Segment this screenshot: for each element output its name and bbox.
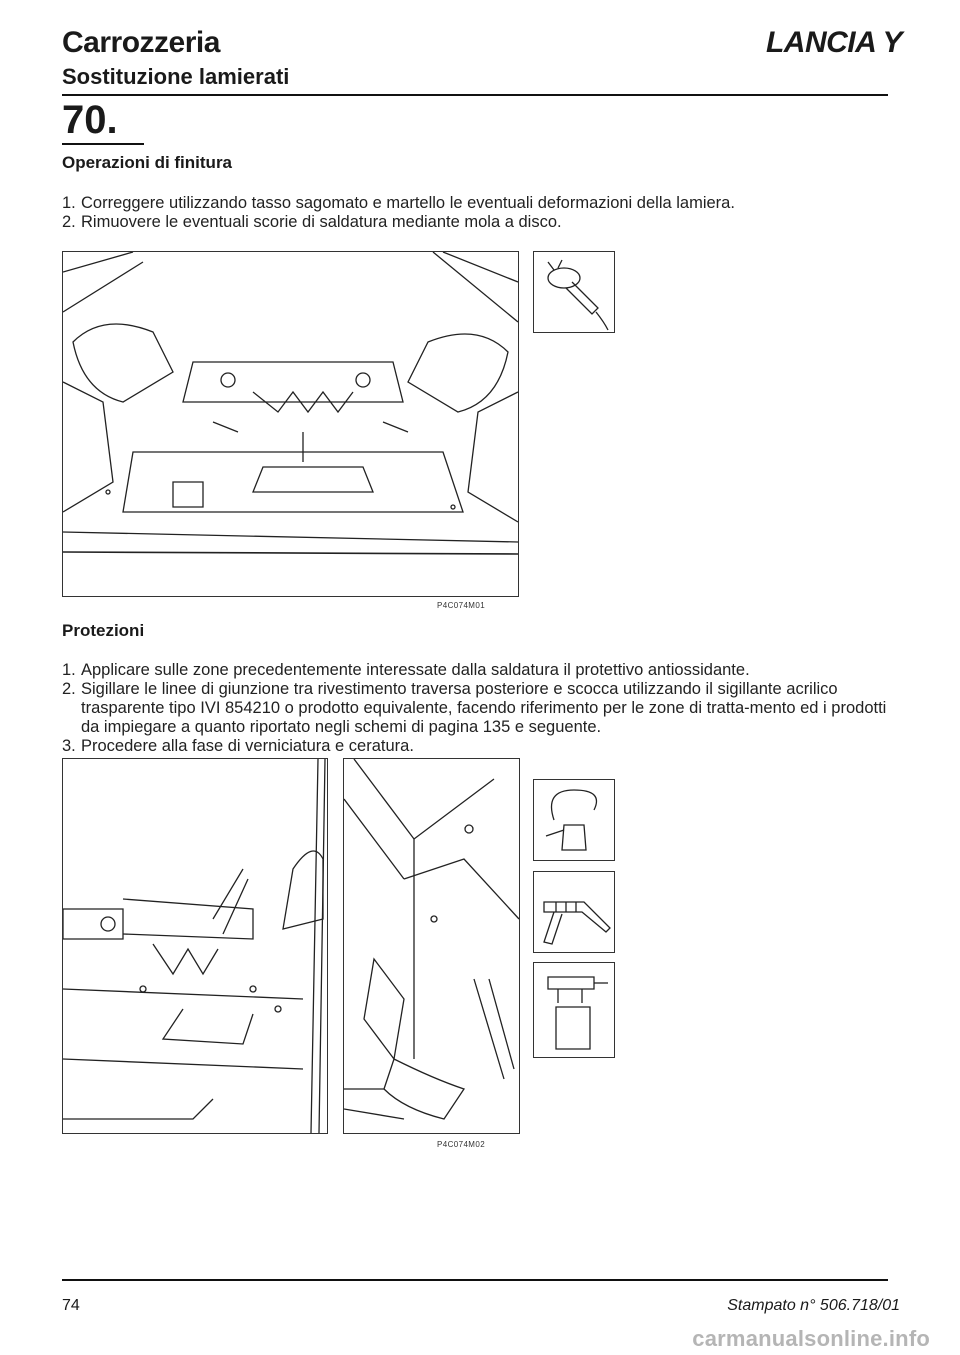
finishing-heading: Operazioni di finitura — [62, 153, 233, 172]
spray-gun-hose-icon — [533, 779, 615, 861]
rear-floor-illustration — [62, 251, 519, 597]
sealant-gun-icon — [533, 871, 615, 953]
sealing-pillar-illustration — [343, 758, 520, 1134]
figure-code-2: P4C074M02 — [437, 1140, 486, 1149]
protection-steps — [62, 661, 892, 756]
protection-step: 1. Applicare sulle zone precedentemente interessate dalla saldatura il protettivo antiossidante. — [62, 661, 750, 679]
sealing-crossmember-illustration — [62, 758, 328, 1134]
procedure-number: 70. — [62, 98, 118, 142]
section-title: Carrozzeria — [62, 26, 220, 59]
header-rule — [62, 94, 888, 96]
page-subtitle: Sostituzione lamierati — [62, 64, 290, 89]
brand-title: LANCIA Y — [765, 26, 902, 59]
finishing-steps — [62, 194, 852, 232]
protection-step: 3. Procedere alla fase di verniciatura e ceratura. — [62, 737, 414, 755]
protection-step: 2. Sigillare le linee di giunzione tra rivestimento traversa posteriore e scocca utilizzando il sigillante acrilico trasparente tipo IVI 854210 o prodotto equivalente, facendo riferimento per le zone di tratta-mento ed i prodotti da impiegare a quanto riportato negli schemi di pagina 135 e seguente. — [62, 680, 887, 736]
protection-heading: Protezioni — [62, 621, 145, 640]
figure-code-1: P4C074M01 — [437, 601, 486, 610]
procedure-number-rule — [62, 143, 144, 145]
paint-spray-gun-icon — [533, 962, 615, 1058]
finishing-step: 2. Rimuovere le eventuali scorie di saldatura mediante mola a disco. — [62, 213, 562, 231]
page-number: 74 — [62, 1297, 80, 1314]
watermark: carmanualsonline.info — [692, 1326, 930, 1351]
footer-rule — [62, 1279, 888, 1281]
angle-grinder-icon — [533, 251, 615, 333]
finishing-step: 1. Correggere utilizzando tasso sagomato e martello le eventuali deformazioni della lamiera. — [62, 194, 735, 212]
print-reference: Stampato n° 506.718/01 — [727, 1297, 900, 1314]
